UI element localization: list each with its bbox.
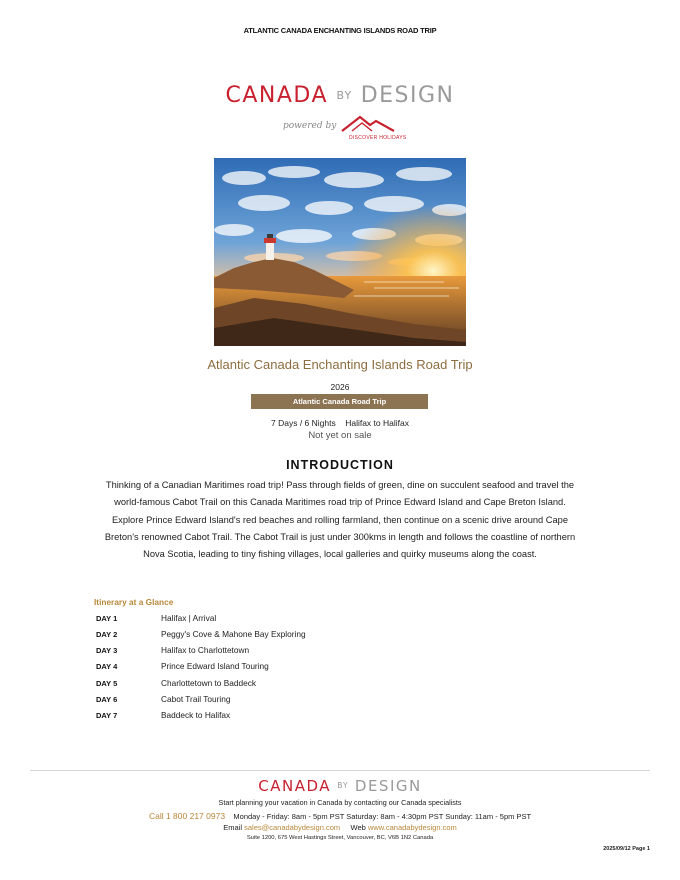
footer-cta: Start planning your vacation in Canada by contacting our Canada specialists: [218, 798, 462, 807]
trip-year: 2026: [330, 382, 350, 392]
footer-logo-word-design: DESIGN: [354, 777, 422, 795]
itinerary-day-stop: Baddeck to Halifax: [161, 710, 231, 720]
itinerary-day-stop: Prince Edward Island Touring: [161, 661, 269, 671]
itinerary-day-stop: Peggy's Cove & Mahone Bay Exploring: [161, 629, 306, 639]
itinerary-day-label: DAY 1: [96, 614, 118, 623]
document-header-title: ATLANTIC CANADA ENCHANTING ISLANDS ROAD TRIP: [243, 26, 437, 35]
itinerary-day-stop: Halifax to Charlottetown: [161, 645, 250, 655]
canada-by-design-logo: [0, 83, 680, 108]
powered-by-discover-holidays: [0, 113, 680, 147]
itinerary-day-stop: Halifax | Arrival: [161, 613, 217, 623]
trip-route: Halifax to Halifax: [345, 418, 409, 428]
discover-holidays-text: DISCOVER HOLIDAYS: [349, 135, 407, 141]
itinerary-day-stop: Charlottetown to Baddeck: [161, 678, 257, 688]
trip-duration: 7 Days / 6 Nights: [271, 418, 336, 428]
logo-word-design: DESIGN: [360, 83, 455, 108]
footer-address: Suite 1200, 675 West Hastings Street, Vancouver, BC, V6B 1N2 Canada: [246, 835, 434, 841]
footer-web-label: Web: [350, 823, 366, 832]
trip-category-badge: Atlantic Canada Road Trip: [251, 394, 428, 409]
powered-by-text: powered by: [283, 121, 337, 131]
introduction-text: Thinking of a Canadian Maritimes road trip! Pass through fields of green, dine on succulent seafood and travel the world-famous Cabot Trail on this Canada Maritimes road trip of Prince Edward Island and Cape Breton Island. Explore Prince Edward Island's red beaches and rolling farmland, then continue on a scenic drive around Cape Breton's renowned Cabot Trail. The Cabot Trail is just under 300kms in length and follows the coastline of northern Nova Scotia, leading to tiny fishing villages, local galleries and quirky museums along the coast.: [104, 480, 576, 560]
logo-word-by: BY: [336, 88, 353, 102]
page-date-stamp: 2025/09/12 Page 1: [603, 846, 650, 852]
itinerary-day-label: DAY 5: [96, 679, 118, 688]
itinerary-day-label: DAY 6: [96, 695, 118, 704]
itinerary-heading: Itinerary at a Glance: [94, 597, 174, 607]
itinerary-day-label: DAY 3: [96, 646, 118, 655]
introduction-heading: INTRODUCTION: [286, 458, 394, 472]
trip-title: Atlantic Canada Enchanting Islands Road Trip: [207, 357, 473, 372]
itinerary-day-stop: Cabot Trail Touring: [161, 694, 231, 704]
footer-web-link[interactable]: www.canadabydesign.com: [367, 823, 457, 832]
trip-duration-route: [0, 418, 680, 428]
footer-contacts: [0, 823, 680, 832]
footer-divider: [30, 770, 650, 771]
footer-logo-word-by: BY: [337, 781, 349, 790]
footer-email-label: Email: [223, 823, 243, 832]
footer-hours: Monday - Friday: 8am - 5pm PST Saturday: 8am - 4:30pm PST Sunday: 11am - 5pm PST: [233, 812, 532, 821]
itinerary-day-label: DAY 2: [96, 630, 118, 639]
sale-status: Not yet on sale: [308, 430, 372, 441]
itinerary-day-label: DAY 4: [96, 662, 118, 671]
lighthouse-sunset-photo: [214, 158, 466, 346]
discover-holidays-mountain-icon: [338, 113, 398, 137]
itinerary-day-label: DAY 7: [96, 711, 118, 720]
footer-phone-link[interactable]: Call 1 800 217 0973: [148, 811, 226, 821]
footer-email-link[interactable]: sales@canadabydesign.com: [244, 823, 341, 832]
footer-phone-hours: [0, 811, 680, 821]
logo-word-canada: CANADA: [225, 83, 329, 108]
footer-logo: [0, 777, 680, 795]
footer-logo-word-canada: CANADA: [258, 777, 332, 795]
